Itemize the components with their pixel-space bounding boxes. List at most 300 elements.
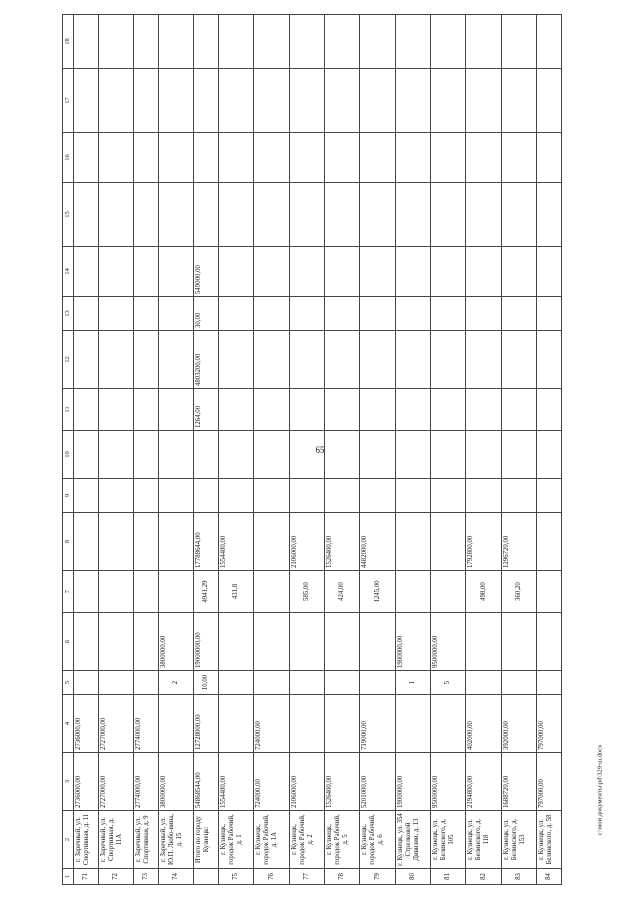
table-cell: 2736000,00 — [74, 695, 99, 753]
table-cell — [289, 247, 324, 297]
table-cell: г. Заречный, ул. Спортивная, д. 9 — [134, 811, 159, 869]
table-cell: 77 — [289, 869, 324, 885]
table-cell: 30,00 — [194, 297, 219, 331]
table-cell — [536, 133, 561, 183]
table-cell — [74, 69, 99, 133]
table-cell: 72 — [98, 869, 133, 885]
table-cell — [501, 389, 536, 431]
table-cell: г. Заречный, ул. Спортивная, д. 11А — [98, 811, 133, 869]
table-cell: г. Кузнецк, ул. Белинского, д. 58 — [536, 811, 561, 869]
column-header: 5 — [63, 671, 74, 695]
table-cell: 17788644,00 — [194, 513, 219, 571]
table-cell — [219, 613, 254, 671]
table-cell — [254, 69, 289, 133]
table-cell: 71 — [74, 869, 99, 885]
table-cell — [501, 15, 536, 69]
table-cell — [431, 389, 466, 431]
column-header: 8 — [63, 513, 74, 571]
table-cell — [254, 247, 289, 297]
table-cell — [219, 183, 254, 247]
table-cell — [395, 571, 430, 613]
table-cell: 1245,00 — [360, 571, 395, 613]
table-cell — [395, 297, 430, 331]
data-table — [62, 14, 562, 885]
table-cell — [466, 479, 501, 513]
table-cell — [360, 389, 395, 431]
table-cell — [536, 69, 561, 133]
table-cell — [536, 331, 561, 389]
table-row — [395, 15, 430, 885]
column-header: 2 — [63, 811, 74, 869]
table-row — [219, 15, 254, 885]
table-cell — [74, 183, 99, 247]
column-header: 3 — [63, 753, 74, 811]
table-cell — [98, 431, 133, 479]
table-cell — [501, 297, 536, 331]
table-cell: 75 — [219, 869, 254, 885]
table-cell: 1526400,00 — [325, 753, 360, 811]
table-cell — [159, 695, 194, 753]
table-cell — [98, 297, 133, 331]
table-cell — [134, 389, 159, 431]
table-cell: 9500000,00 — [431, 613, 466, 671]
table-cell: г. Кузнецк, городок Рабочий, д. 6 — [360, 811, 395, 869]
table-cell — [466, 15, 501, 69]
table-cell — [219, 671, 254, 695]
table-row — [289, 15, 324, 885]
column-header: 16 — [63, 133, 74, 183]
table-cell: 424,00 — [325, 571, 360, 613]
table-cell: 3800000,00 — [159, 753, 194, 811]
table-cell — [431, 15, 466, 69]
table-cell — [395, 183, 430, 247]
table-cell — [134, 133, 159, 183]
table-cell: 82 — [466, 869, 501, 885]
table-cell: 76 — [254, 869, 289, 885]
table-cell — [134, 69, 159, 133]
table-cell — [254, 513, 289, 571]
column-header: 10 — [63, 431, 74, 479]
table-cell — [159, 479, 194, 513]
table-cell — [219, 695, 254, 753]
table-cell — [395, 69, 430, 133]
table-cell — [159, 183, 194, 247]
table-cell — [98, 513, 133, 571]
table-cell: 10,00 — [194, 671, 219, 695]
table-cell — [325, 671, 360, 695]
table-cell: 2774000,00 — [134, 753, 159, 811]
table-cell — [159, 133, 194, 183]
table-cell: г. Кузнецк, ул. Белинского, д. 153 — [501, 811, 536, 869]
table-cell — [395, 331, 430, 389]
table-cell — [74, 571, 99, 613]
table-cell — [325, 695, 360, 753]
table-cell: 5201000,00 — [360, 753, 395, 811]
table-cell: 2727000,00 — [98, 753, 133, 811]
table-cell — [536, 247, 561, 297]
table-cell: 74 — [159, 869, 194, 885]
table-cell — [536, 183, 561, 247]
table-cell: 2727000,00 — [98, 695, 133, 753]
table-cell: 797000,00 — [536, 695, 561, 753]
table-row — [134, 15, 159, 885]
table-cell — [98, 15, 133, 69]
table-cell — [98, 183, 133, 247]
table-cell — [74, 247, 99, 297]
table-cell — [431, 247, 466, 297]
table-cell — [466, 247, 501, 297]
table-cell: 4482000,00 — [360, 513, 395, 571]
rotated-page — [62, 15, 562, 885]
table-cell — [289, 613, 324, 671]
table-cell — [360, 297, 395, 331]
table-cell — [325, 69, 360, 133]
table-cell — [219, 431, 254, 479]
table-cell: 1688720,00 — [501, 753, 536, 811]
table-cell — [194, 133, 219, 183]
table-cell: 19000000,00 — [194, 613, 219, 671]
table-cell: 431,8 — [219, 571, 254, 613]
table-cell — [219, 479, 254, 513]
header-row — [63, 15, 74, 885]
table-cell — [254, 571, 289, 613]
table-cell — [289, 695, 324, 753]
table-cell: 724000,00 — [254, 695, 289, 753]
table-cell — [74, 297, 99, 331]
table-cell — [325, 183, 360, 247]
table-cell — [501, 69, 536, 133]
table-cell: 2106000,00 — [289, 513, 324, 571]
table-cell — [134, 297, 159, 331]
table-cell — [74, 133, 99, 183]
table-cell — [254, 431, 289, 479]
table-cell — [360, 133, 395, 183]
table-cell — [254, 389, 289, 431]
table-cell — [325, 479, 360, 513]
table-cell — [98, 479, 133, 513]
table-cell: 3800000,00 — [159, 613, 194, 671]
table-cell — [536, 431, 561, 479]
table-cell — [431, 513, 466, 571]
table-cell: 9500000,00 — [431, 753, 466, 811]
table-cell — [74, 513, 99, 571]
table-cell: 797000,00 — [536, 753, 561, 811]
table-cell — [501, 183, 536, 247]
table-cell — [98, 571, 133, 613]
table-cell — [98, 389, 133, 431]
table-cell — [98, 247, 133, 297]
table-cell — [194, 183, 219, 247]
table-cell — [134, 671, 159, 695]
table-cell — [98, 671, 133, 695]
table-cell — [466, 331, 501, 389]
table-cell — [159, 389, 194, 431]
table-cell — [219, 69, 254, 133]
table-cell: 1526400,00 — [325, 513, 360, 571]
table-cell — [159, 571, 194, 613]
table-cell — [431, 479, 466, 513]
table-cell: 402000,00 — [466, 695, 501, 753]
table-cell — [395, 247, 430, 297]
table-cell — [325, 247, 360, 297]
table-cell — [466, 297, 501, 331]
table-cell: 79 — [360, 869, 395, 885]
table-cell — [74, 613, 99, 671]
table-cell: 719000,00 — [360, 695, 395, 753]
table-cell — [466, 389, 501, 431]
table-cell: 2774000,00 — [134, 695, 159, 753]
table-cell — [254, 671, 289, 695]
table-cell — [289, 479, 324, 513]
table-cell — [194, 479, 219, 513]
table-row — [431, 15, 466, 885]
table-cell — [254, 613, 289, 671]
table-cell: г. Кузнецк, ул. 354 Стрелковой Дивизии, д. 13 — [395, 811, 430, 869]
table-cell — [254, 297, 289, 331]
table-cell — [360, 183, 395, 247]
table-cell: г. Кузнецк, ул. Белинского, д. 118 — [466, 811, 501, 869]
table-cell — [219, 133, 254, 183]
table-cell: 1 — [395, 671, 430, 695]
table-cell: 84 — [536, 869, 561, 885]
table-cell — [536, 479, 561, 513]
table-row — [98, 15, 133, 885]
column-header: 9 — [63, 479, 74, 513]
table-row — [325, 15, 360, 885]
column-header: 14 — [63, 247, 74, 297]
table-cell — [159, 297, 194, 331]
table-cell: 4803200,00 — [194, 331, 219, 389]
table-cell: 392000,00 — [501, 695, 536, 753]
table-cell: 80 — [395, 869, 430, 885]
table-cell — [159, 331, 194, 389]
table-cell — [536, 389, 561, 431]
table-cell: 1554480,00 — [219, 753, 254, 811]
table-cell — [466, 183, 501, 247]
table-cell — [98, 69, 133, 133]
table-cell — [98, 613, 133, 671]
table-cell — [219, 15, 254, 69]
table-cell: 2 — [159, 671, 194, 695]
table-cell: г. Кузнецк, городок Рабочий, д. 5 — [325, 811, 360, 869]
table-cell: 4941,29 — [194, 571, 219, 613]
table-cell: 1900000,00 — [395, 613, 430, 671]
table-cell — [395, 133, 430, 183]
table-cell — [98, 133, 133, 183]
table-cell — [74, 15, 99, 69]
table-cell — [289, 389, 324, 431]
table-cell — [159, 15, 194, 69]
table-cell — [289, 133, 324, 183]
table-cell — [360, 15, 395, 69]
table-cell — [501, 613, 536, 671]
table-row — [159, 15, 194, 885]
table-cell — [395, 389, 430, 431]
table-cell — [159, 69, 194, 133]
table-cell — [360, 431, 395, 479]
table-cell: г. Заречный, ул. Ю.П. Любо-вина, д. 15 — [159, 811, 194, 869]
table-cell: 5 — [431, 671, 466, 695]
table-cell — [536, 15, 561, 69]
table-cell: г. Кузнецк, ул. Белинского, д. 105 — [431, 811, 466, 869]
table-cell — [219, 247, 254, 297]
footer-file-path: c:\мои документы\pd\329-ш.docx — [596, 744, 604, 836]
table-cell — [325, 613, 360, 671]
table-cell — [134, 431, 159, 479]
table-cell — [74, 331, 99, 389]
column-header: 7 — [63, 571, 74, 613]
table-cell — [395, 513, 430, 571]
table-cell — [134, 513, 159, 571]
table-cell — [501, 431, 536, 479]
table-cell: 360,20 — [501, 571, 536, 613]
table-cell — [325, 133, 360, 183]
table-cell — [431, 69, 466, 133]
page-number: 65 — [315, 445, 325, 455]
table-cell — [74, 389, 99, 431]
table-cell — [289, 671, 324, 695]
table-cell: 12728000,00 — [194, 695, 219, 753]
table-cell — [501, 671, 536, 695]
table-cell — [360, 479, 395, 513]
table-cell — [289, 15, 324, 69]
table-cell — [194, 15, 219, 69]
table-cell: г. Кузнецк, городок Рабочий, д. 1 — [219, 811, 254, 869]
table-cell — [395, 15, 430, 69]
column-header: 17 — [63, 69, 74, 133]
table-cell — [325, 389, 360, 431]
table-cell: 2194800,00 — [466, 753, 501, 811]
table-cell — [74, 479, 99, 513]
table-row — [501, 15, 536, 885]
table-cell — [134, 613, 159, 671]
column-header: 4 — [63, 695, 74, 753]
table-cell — [466, 613, 501, 671]
table-cell — [289, 431, 324, 479]
table-cell — [395, 479, 430, 513]
table-cell — [501, 331, 536, 389]
table-cell — [536, 513, 561, 571]
table-cell: 81 — [431, 869, 466, 885]
table-cell — [254, 15, 289, 69]
table-cell: г. Заречный, ул. Спортивная, д. 11 — [74, 811, 99, 869]
table-cell — [134, 247, 159, 297]
table-cell — [466, 133, 501, 183]
table-cell — [325, 15, 360, 69]
table-cell — [194, 69, 219, 133]
table-cell: 1792800,00 — [466, 513, 501, 571]
table-cell — [254, 479, 289, 513]
table-cell: 498,00 — [466, 571, 501, 613]
table-cell: 1264,00 — [194, 389, 219, 431]
table-cell — [289, 331, 324, 389]
table-cell: 1900000,00 — [395, 753, 430, 811]
table-cell — [134, 479, 159, 513]
table-cell — [431, 571, 466, 613]
table-cell — [159, 513, 194, 571]
column-header: 13 — [63, 297, 74, 331]
table-cell — [289, 69, 324, 133]
table-cell: 1296720,00 — [501, 513, 536, 571]
table-cell — [159, 431, 194, 479]
table-cell — [466, 671, 501, 695]
table-cell — [219, 331, 254, 389]
table-row — [74, 15, 99, 885]
table-cell — [466, 69, 501, 133]
table-cell — [360, 671, 395, 695]
table-cell: 54868544,00 — [194, 753, 219, 811]
table-cell — [289, 183, 324, 247]
table-cell — [501, 247, 536, 297]
table-cell — [194, 869, 219, 885]
table-cell — [501, 479, 536, 513]
table-cell — [431, 183, 466, 247]
table-cell — [325, 297, 360, 331]
table-cell — [536, 671, 561, 695]
table-cell — [219, 297, 254, 331]
table-cell: 83 — [501, 869, 536, 885]
table-cell — [360, 613, 395, 671]
table-cell: Итого по городу Кузнецк: — [194, 811, 219, 869]
table-cell — [536, 297, 561, 331]
table-cell — [536, 613, 561, 671]
table-cell — [360, 247, 395, 297]
table-cell: 78 — [325, 869, 360, 885]
table-cell — [159, 247, 194, 297]
table-cell — [254, 133, 289, 183]
table-cell — [431, 331, 466, 389]
table-cell: г. Кузнецк, городок Рабочий, д. 2 — [289, 811, 324, 869]
table-cell — [431, 431, 466, 479]
table-row — [194, 15, 219, 885]
table-row — [466, 15, 501, 885]
table-cell: 73 — [134, 869, 159, 885]
column-header: 12 — [63, 331, 74, 389]
table-cell — [254, 331, 289, 389]
column-header: 6 — [63, 613, 74, 671]
table-cell — [134, 15, 159, 69]
table-cell — [431, 695, 466, 753]
table-cell — [360, 69, 395, 133]
table-cell — [254, 183, 289, 247]
table-cell — [219, 389, 254, 431]
table-cell — [395, 431, 430, 479]
table-cell — [289, 297, 324, 331]
table-cell — [325, 431, 360, 479]
table-row — [536, 15, 561, 885]
table-cell — [431, 297, 466, 331]
table-cell: 1554480,00 — [219, 513, 254, 571]
column-header: 1 — [63, 869, 74, 885]
table-cell — [134, 331, 159, 389]
table-cell — [98, 331, 133, 389]
table-row — [360, 15, 395, 885]
table-cell — [536, 571, 561, 613]
table-cell — [74, 671, 99, 695]
table-cell — [431, 133, 466, 183]
table-cell — [74, 431, 99, 479]
table-cell: 2106000,00 — [289, 753, 324, 811]
column-header: 15 — [63, 183, 74, 247]
table-cell — [194, 431, 219, 479]
column-header: 18 — [63, 15, 74, 69]
column-header: 11 — [63, 389, 74, 431]
table-cell — [466, 431, 501, 479]
table-cell: г. Кузнецк, городок Рабочий, д. 1А — [254, 811, 289, 869]
table-cell: 585,00 — [289, 571, 324, 613]
table-cell: 549000,00 — [194, 247, 219, 297]
table-cell — [325, 331, 360, 389]
